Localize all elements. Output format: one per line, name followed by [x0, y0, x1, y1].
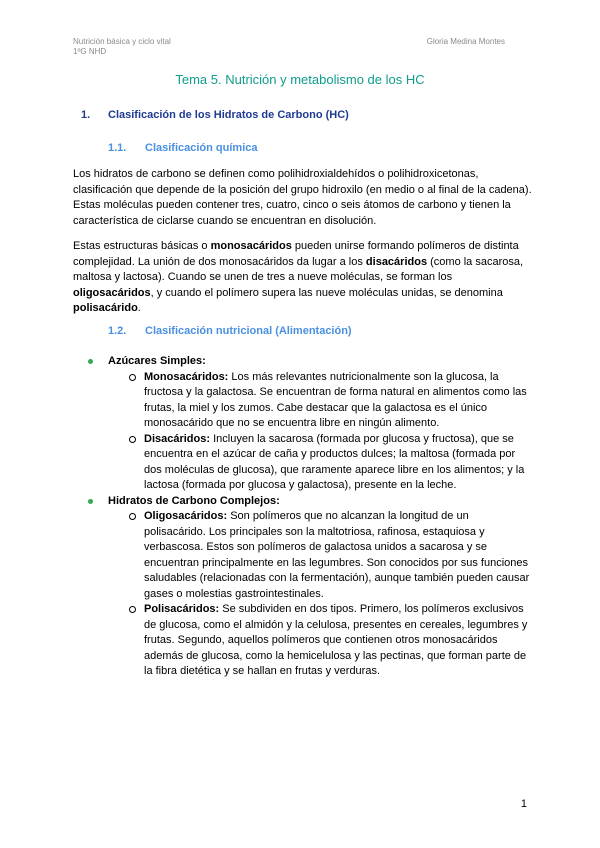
subsection-title: Clasificación nutricional (Alimentación): [145, 325, 352, 337]
text-run: pueden unirse formando polímeros de distinta complejidad. La unión de dos monosacáridos da lugar a los: [73, 240, 519, 268]
term-oligosacaridos: oligosacáridos: [73, 286, 151, 299]
subsection-heading-chemical: [108, 142, 257, 154]
subsection-number: 1.1.: [108, 142, 127, 154]
sublist-item-polisacaridos: [108, 602, 533, 680]
term-polisacarido: polisacárido: [73, 302, 138, 314]
sublist-item-label: Polisacáridos:: [144, 603, 220, 615]
text-run: .: [137, 302, 141, 314]
sublist-item-monosacaridos: [108, 370, 533, 432]
list-item-label: Azúcares Simples:: [108, 355, 206, 367]
sublist-item-disacaridos: [108, 432, 533, 494]
sublist-item-text: Se subdividen en dos tipos. Primero, los polímeros exclusivos de glucosa, como el almidón y la celulosa, presentes en cereales, legumbres y frutas. Segundo, aquellos polímeros que contienen otros monosacáridos además de glucosa, como la hemicelulosa y las pectinas, que forman parte de la fibra dietética y se hallan en frutas y verduras.: [144, 603, 528, 677]
course-name: Nutrición básica y ciclo vital: [73, 37, 171, 46]
sublist-item-label: Oligosacáridos:: [144, 510, 228, 522]
subsection-number: 1.2.: [108, 325, 127, 337]
list-item-simples: [73, 354, 533, 494]
list-item-label: Hidratos de Carbono Complejos:: [108, 494, 280, 507]
sublist-item-label: Disacáridos:: [144, 432, 211, 445]
classification-list: [73, 354, 533, 680]
paragraph-structures: [73, 239, 533, 317]
subsection-heading-nutritional: [108, 325, 352, 337]
sublist-item-text: Incluyen la sacarosa (formada por glucosa y fructosa), que se encuentra en el azúcar de caña y productos dulces; la maltosa (formada por dos moléculas de glucosa), que raramente aparece libre en los alimentos; y la lactosa (formada por glucosa y galactosa), presente en la leche.: [144, 432, 525, 491]
page-number: 1: [520, 798, 527, 810]
sublist-item-text: Los más relevantes nutricionalmente son la glucosa, la fructosa y la galactosa. Se encuentran de forma natural en alimentos como las frutas, la miel y los zumos. Cabe destacar que la galactosa es el único monosacárido que no se encuentra libre en ningún alimento.: [144, 370, 527, 429]
author-name: Gloria Medina Montes: [426, 37, 505, 46]
term-monosacaridos: monosacáridos: [210, 240, 292, 252]
group-name: 1ºG NHD: [73, 47, 107, 56]
section-heading: [81, 109, 349, 121]
text-run: (como la sacarosa, maltosa y lactosa). Cuando se unen de tres a nueve moléculas, se forman los: [73, 255, 524, 283]
section-number: 1.: [81, 109, 91, 121]
subsection-title: Clasificación química: [145, 142, 258, 154]
section-title: Clasificación de los Hidratos de Carbono (HC): [108, 109, 349, 121]
text-run: Estas estructuras básicas o: [73, 240, 211, 252]
paragraph-definition: Los hidratos de carbono se definen como polihidroxialdehídos o polihidroxicetonas, clasificación que depende de la posición del grupo hidroxilo (en medio o al final de la cadena). Estas moléculas pueden contener tres, cuatro, cinco o seis átomos de carbono y tienen la característica de ciclarse cuando se encuentran en disolución.: [73, 168, 532, 227]
text-run: , y cuando el polímero supera las nueve moléculas unidas, se denomina: [150, 286, 503, 299]
page-header-left: [73, 37, 171, 57]
sublist-item-text: Son polímeros que no alcanzan la longitud de un polisacárido. Los principales son la maltotriosa, rafinosa, estaquiosa y verbascosa. Estos son polímeros de galactosa unidos a sacarosa y se encuentran principalmente en las legumbres. Son conocidos por sus funciones saludables (relacionadas con la fermentación), aunque también pueden causar gases o molestias gastrointestinales.: [144, 510, 530, 600]
list-item-complejos: [73, 494, 533, 680]
page-title: Tema 5. Nutrición y metabolismo de los HC: [175, 72, 425, 87]
sublist-item-label: Monosacáridos:: [144, 370, 229, 383]
sublist-item-oligosacaridos: [108, 509, 533, 602]
term-disacaridos: disacáridos: [365, 255, 428, 268]
